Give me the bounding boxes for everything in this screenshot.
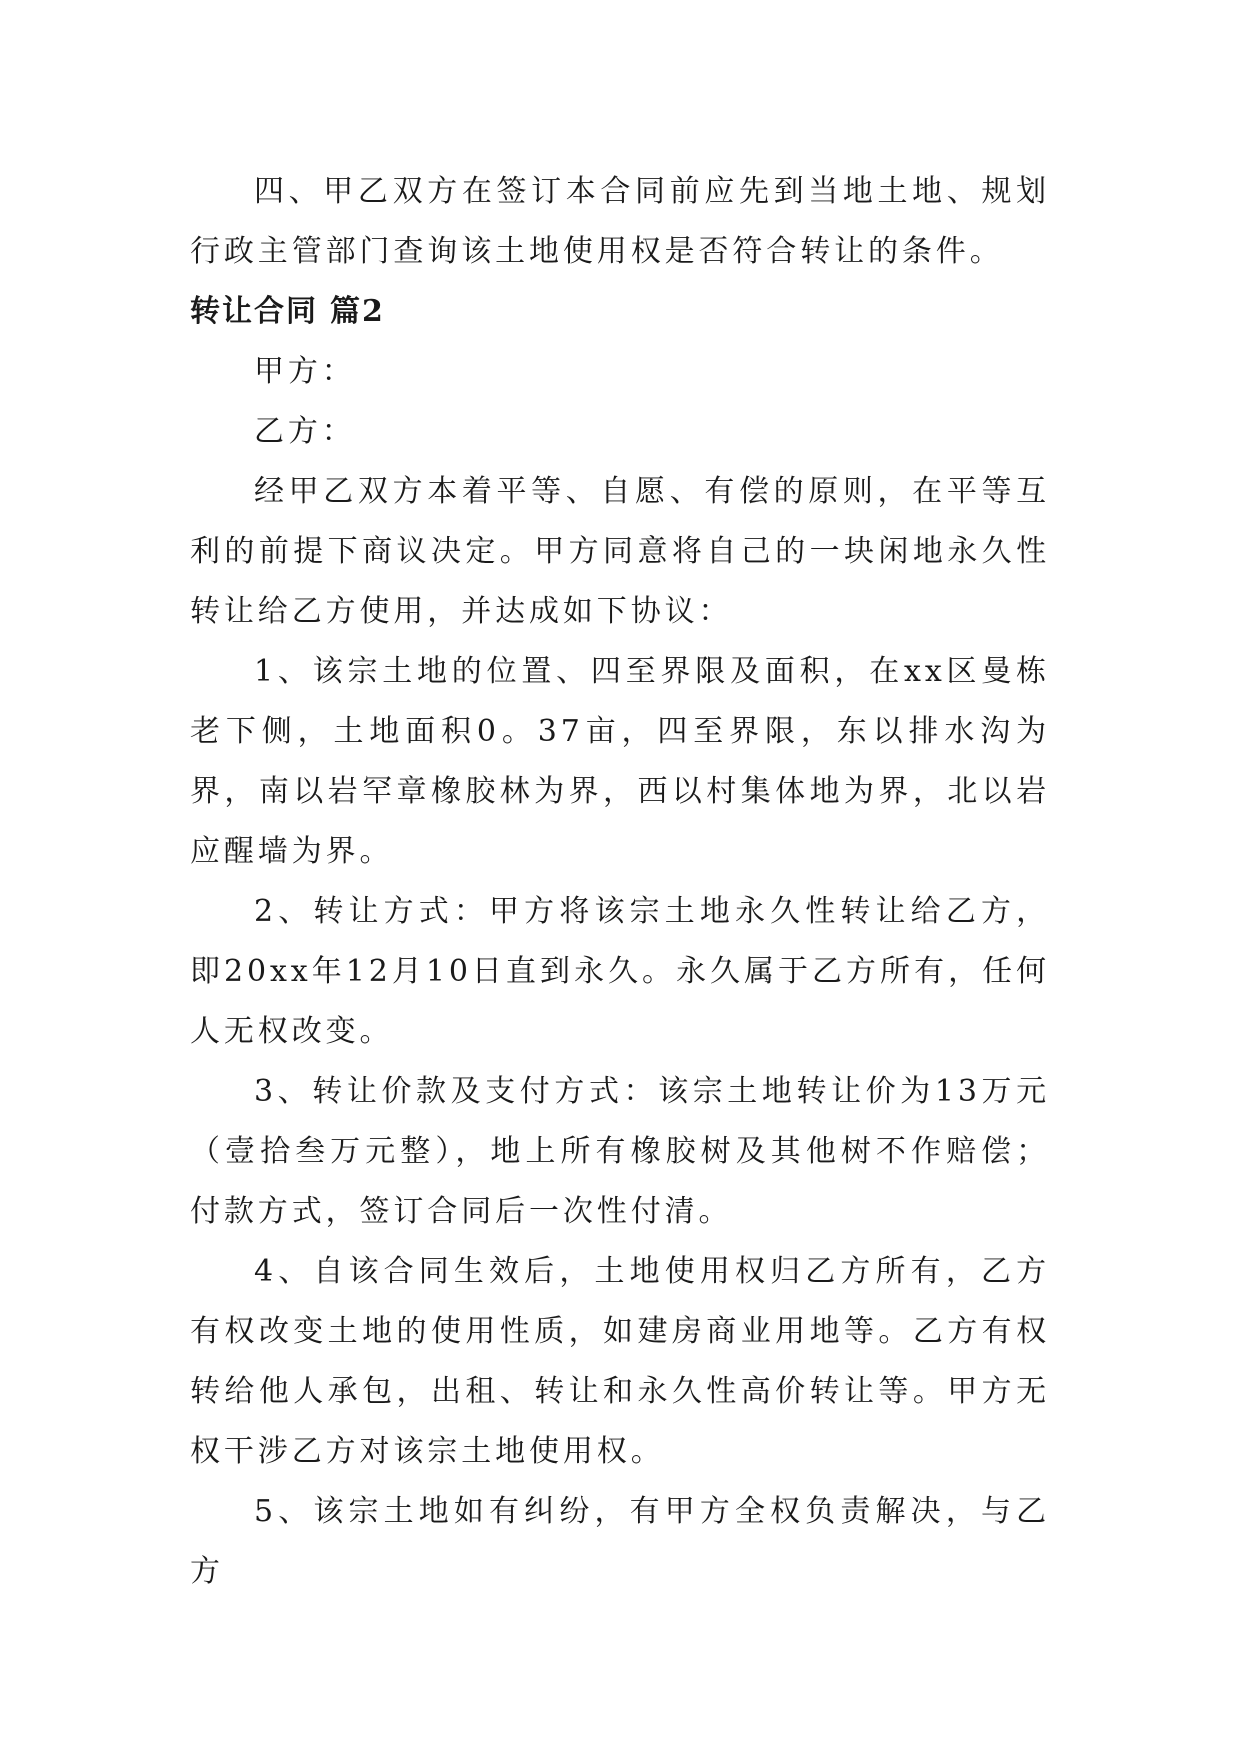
party-b-line: 乙方： bbox=[254, 414, 356, 449]
clause-2-paragraph: 2、转让方式：甲方将该宗土地永久性转让给乙方，即20xx年12月10日直到永久。永久属于乙方所有，任何人无权改变。 bbox=[190, 894, 1050, 1049]
section-heading bbox=[190, 282, 1050, 342]
clause-3-paragraph: 3、转让价款及支付方式：该宗土地转让价为13万元（壹拾叁万元整），地上所有橡胶树及其他树不作赔偿；付款方式，签订合同后一次性付清。 bbox=[190, 1074, 1050, 1229]
clause-1-paragraph: 1、该宗土地的位置、四至界限及面积，在xx区曼栋老下侧，土地面积0。37亩，四至界限，东以排水沟为界，南以岩罕章橡胶林为界，西以村集体地为界，北以岩应醒墙为界。 bbox=[190, 654, 1050, 869]
section-title: 转让合同 bbox=[190, 294, 318, 329]
clause-4-paragraph: 4、自该合同生效后，土地使用权归乙方所有，乙方有权改变土地的使用性质，如建房商业用地等。乙方有权转给他人承包，出租、转让和永久性高价转让等。甲方无权干涉乙方对该宗土地使用权。 bbox=[190, 1254, 1050, 1469]
party-a-line: 甲方： bbox=[254, 354, 356, 389]
clause-four-paragraph: 四、甲乙双方在签订本合同前应先到当地土地、规划行政主管部门查询该土地使用权是否符合转让的条件。 bbox=[190, 174, 1050, 269]
section-number: 篇2 bbox=[330, 294, 385, 329]
document-body bbox=[190, 162, 1050, 1602]
intro-paragraph: 经甲乙双方本着平等、自愿、有偿的原则，在平等互利的前提下商议决定。甲方同意将自己的一块闲地永久性转让给乙方使用，并达成如下协议： bbox=[190, 474, 1050, 629]
clause-5-paragraph: 5、该宗土地如有纠纷，有甲方全权负责解决，与乙方 bbox=[190, 1494, 1050, 1589]
